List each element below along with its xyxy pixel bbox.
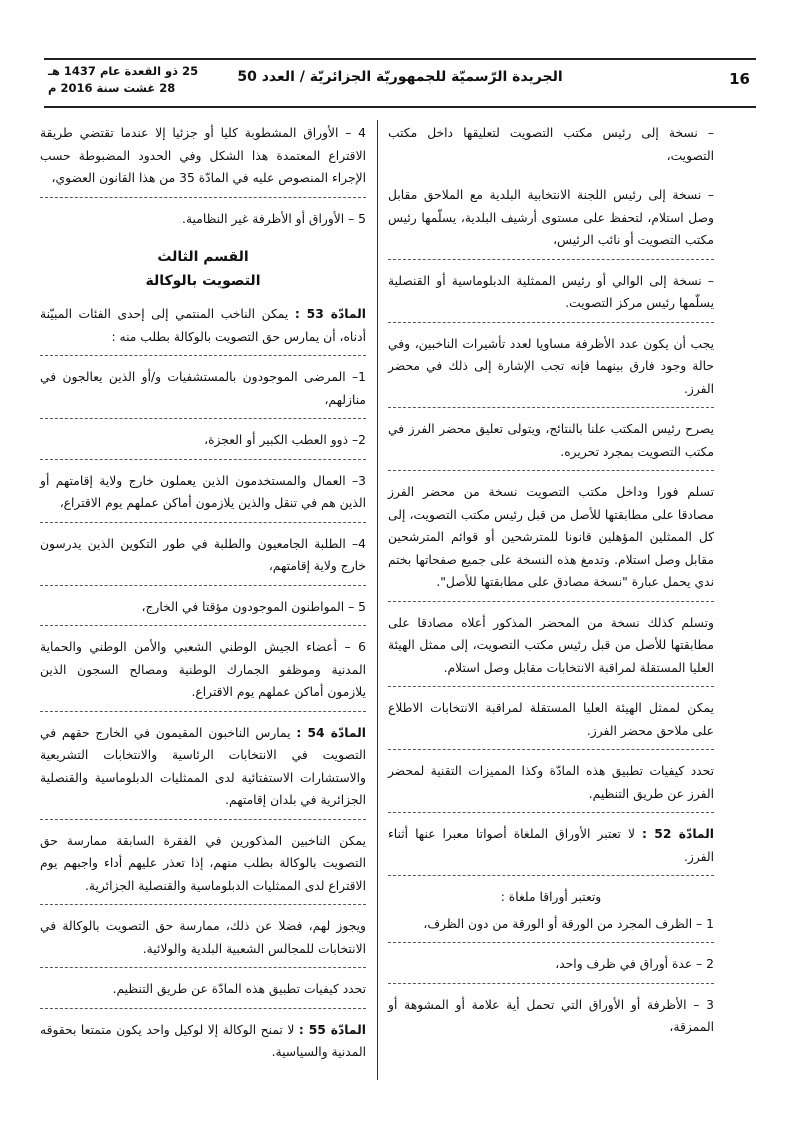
list-item: 1 – الظرف المجرد من الورقة أو الورقة من دون الظرف، <box>388 911 714 944</box>
article-52 <box>388 821 714 876</box>
article-text: يمكن الناخب المنتمي إلى إحدى الفئات المبيّنة أدناه، أن يمارس حق التصويت بالوكالة بطلب منه : <box>40 307 366 344</box>
list-item: 2 – عدة أوراق في ظرف واحد، <box>388 951 714 984</box>
list-item: 3 – الأظرفة أو الأوراق التي تحمل أية علامة أو المشوهة أو الممزقة، <box>388 997 714 1034</box>
section-title: القسم الثالث <box>157 249 249 265</box>
paragraph: يجب أن يكون عدد الأظرفة مساويا لعدد تأشيرات الناخبين، وفي حالة وجود فارق بينهما فإنه تجب الإشارة إلى ذلك في محضر الفرز. <box>388 331 714 409</box>
paragraph: تحدد كيفيات تطبيق هذه المادّة وكذا المميزات التقنية لمحضر الفرز عن طريق التنظيم. <box>388 758 714 813</box>
list-intro: وتعتبر أوراقا ملغاة : <box>500 890 602 904</box>
paragraph: يمكن لممثل الهيئة العليا المستقلة لمراقبة الانتخابات الاطلاع على ملاحق محضر الفرز. <box>388 695 714 750</box>
left-column <box>40 120 366 1079</box>
paragraph: وتسلم كذلك نسخة من المحضر المذكور أعلاه مصادقا على مطابقتها للأصل من قبل رئيس مكتب التصويت، إلى ممثل الهيئة العليا المستقلة لمراقبة الانتخابات مقابل وصل استلام. <box>388 610 714 688</box>
paragraph: – نسخة إلى رئيس اللجنة الانتخابية البلدية مع الملاحق مقابل وصل استلام، لتحفظ على مستوى أرشيف البلدية، يسلّمها رئيس مكتب التصويت أو نائب الرئيس، <box>388 182 714 260</box>
paragraph: تسلم فورا وداخل مكتب التصويت نسخة من محضر الفرز مصادقا على مطابقتها للأصل من قبل رئيس مكتب التصويت، إلى كل الممثلين المؤهلين قانونا للمترشحين أو قوائم المترشحين مقابل وصل استلام. وتدمغ هذه النسخة على جميع صفحاتها بختم ندي يحمل عبارة "نسخة مصادق على مطابقتها للأصل". <box>388 479 714 602</box>
article-55 <box>40 1017 366 1071</box>
page-header <box>44 58 756 108</box>
paragraph: تحدد كيفيات تطبيق هذه المادّة عن طريق التنظيم. <box>40 976 366 1009</box>
list-item: 2– ذوو العطب الكبير أو العجزة، <box>40 427 366 460</box>
list-item: 3– العمال والمستخدمون الذين يعملون خارج ولاية إقامتهم أو الذين هم في تنقل والذين يلازمون أماكن عملهم يوم الاقتراع، <box>40 468 366 523</box>
article-label: المادّة 55 : <box>298 1022 366 1037</box>
journal-title: الجريدة الرّسميّة للجمهوريّة الجزائريّة / العدد 50 <box>237 69 563 85</box>
right-column <box>388 120 714 1054</box>
article-54 <box>40 720 366 820</box>
date-gregorian: 28 غشت سنة 2016 م <box>48 81 176 95</box>
list-item: 1– المرضى الموجودون بالمستشفيات و/أو الذين يعالجون في منازلهم، <box>40 364 366 419</box>
paragraph: – نسخة إلى الوالي أو رئيس الممثلية الدبلوماسية أو القنصلية يسلّمها رئيس مركز التصويت. <box>388 268 714 323</box>
list-item: 4– الطلبة الجامعيون والطلبة في طور التكوين الذين يدرسون خارج ولاية إقامتهم، <box>40 531 366 586</box>
article-label: المادّة 52 : <box>641 827 715 841</box>
article-text: يمارس الناخبون المقيمون في الخارج حقهم في التصويت في الانتخابات الرئاسية والانتخابات التشريعية والاستشارات الاستفتائية لدى الممثليات الدبلوماسية والقنصلية الجزائرية في بلدان إقامتهم. <box>40 725 366 807</box>
list-item: 5 – الأوراق أو الأظرفة غير النظامية. <box>182 211 366 226</box>
column-divider <box>377 120 378 1080</box>
section-subtitle: التصويت بالوكالة <box>145 273 261 289</box>
article-label: المادّة 53 : <box>294 307 366 321</box>
list-item: 5 – المواطنون الموجودون مؤقتا في الخارج، <box>40 594 366 627</box>
paragraph: يصرح رئيس المكتب علنا بالنتائج، ويتولى تعليق محضر الفرز في مكتب التصويت بمجرد تحريره. <box>388 416 714 471</box>
paragraph: ويجوز لهم، فضلا عن ذلك، ممارسة حق التصويت بالوكالة في الانتخابات للمجالس الشعبية البلدية والولائية. <box>40 913 366 968</box>
article-text: لا تمنح الوكالة إلا لوكيل واحد يكون متمتعا بحقوقه المدنية والسياسية. <box>40 1022 366 1059</box>
date-hijri: 25 ذو القعدة عام 1437 هـ <box>48 64 199 78</box>
paragraph: يمكن الناخبين المذكورين في الفقرة السابقة ممارسة حق التصويت بالوكالة بطلب منهم، إذا تعذر عليهم أداء واجبهم يوم الاقتراع لدى الممثليات الدبلوماسية والقنصلية الجزائرية. <box>40 828 366 906</box>
article-label: المادّة 54 : <box>296 725 366 740</box>
article-text: لا تعتبر الأوراق الملغاة أصواتا معبرا عنها أثناء الفرز. <box>388 827 714 864</box>
issue-date <box>48 63 198 97</box>
article-53 <box>40 301 366 356</box>
page-number: 16 <box>729 70 750 88</box>
paragraph: – نسخة إلى رئيس مكتب التصويت لتعليقها داخل مكتب التصويت، <box>388 126 714 163</box>
list-item: 4 – الأوراق المشطوبة كليا أو جزئيا إلا عندما تقتضي طريقة الاقتراع المعتمدة هذا الشكل وفي الحدود المضبوطة حسب الإجراء المنصوص عليه في المادّة 35 من هذا القانون العضوي، <box>40 120 366 198</box>
list-item: 6 – أعضاء الجيش الوطني الشعبي والأمن الوطني والحماية المدنية وموظفو الجمارك الوطنية ومصالح السجون الذين يلازمون أماكن عملهم يوم الاقتراع. <box>40 634 366 712</box>
